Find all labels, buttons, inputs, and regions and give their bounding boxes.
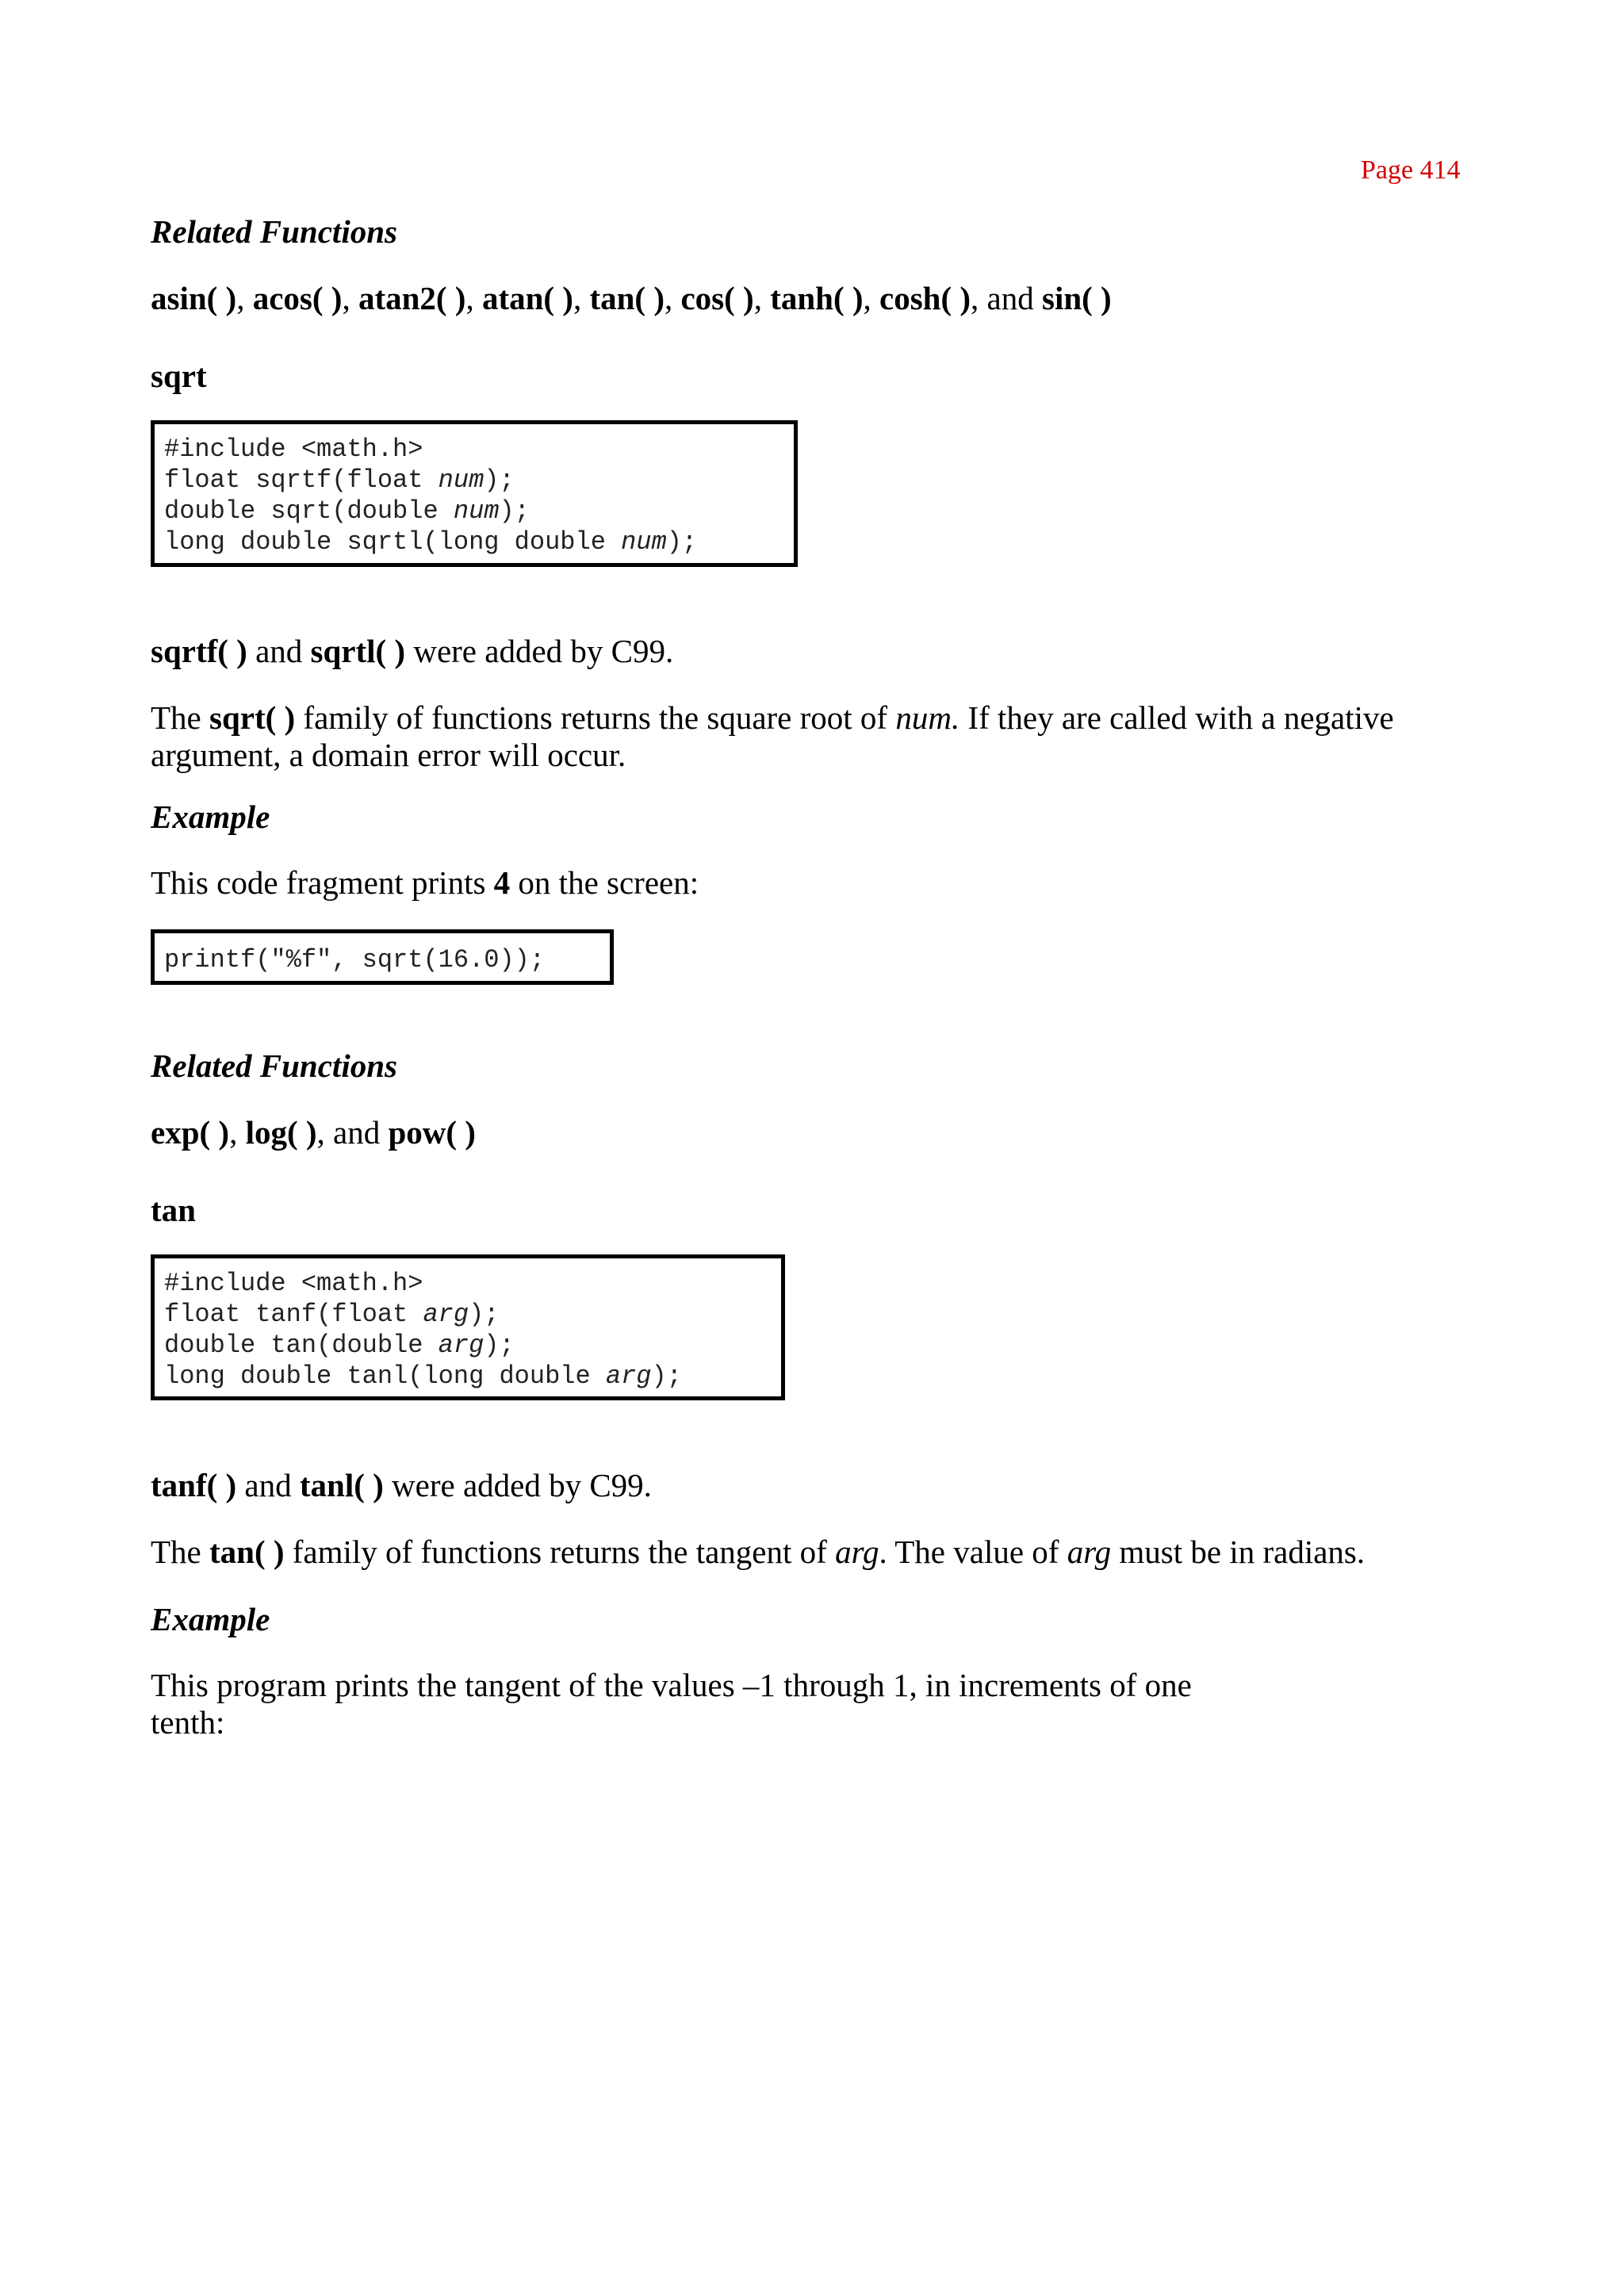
tan-added-note: tanf( ) and tanl( ) were added by C99. (151, 1467, 652, 1503)
separator: , (573, 280, 590, 316)
function-name: cos( ) (680, 280, 754, 316)
separator: , (863, 280, 880, 316)
tan-example-heading: Example (151, 1601, 270, 1637)
separator: , (229, 1114, 246, 1151)
code-line: double tan(double arg); (164, 1331, 515, 1360)
code-param: arg (605, 1361, 652, 1391)
code-param: num (621, 527, 667, 557)
related-functions-list (151, 279, 1112, 317)
code-line: long double tanl(long double arg); (164, 1361, 682, 1391)
function-name: asin( ) (151, 280, 237, 316)
sqrt-related-heading: Related Functions (151, 1047, 397, 1084)
code-line: double sqrt(double num); (164, 496, 530, 526)
function-name: tanh( ) (770, 280, 864, 316)
code-line: #include <math.h> (164, 435, 423, 464)
function-name: pow( ) (388, 1114, 476, 1151)
function-name: acos( ) (252, 280, 343, 316)
tanf-name: tanf( ) (151, 1467, 237, 1503)
separator: , (236, 280, 253, 316)
sqrt-related-list (151, 1113, 476, 1151)
sqrtf-name: sqrtf( ) (151, 633, 247, 669)
tan-example-text: This program prints the tangent of the values –1 through 1, in increments of one tenth: (151, 1667, 1192, 1741)
tanl-name: tanl( ) (299, 1467, 384, 1503)
function-name: exp( ) (151, 1114, 230, 1151)
related-functions-heading: Related Functions (151, 213, 397, 250)
function-name: atan( ) (481, 280, 573, 316)
function-name: tan( ) (589, 280, 665, 316)
code-line: float sqrtf(float num); (164, 465, 515, 495)
sqrtl-name: sqrtl( ) (310, 633, 406, 669)
sqrt-title: sqrt (151, 358, 207, 394)
function-name: atan2( ) (358, 280, 466, 316)
separator: , and (971, 280, 1042, 316)
code-line: #include <math.h> (164, 1269, 423, 1298)
separator: , (342, 280, 358, 316)
sqrt-description: The sqrt( ) family of functions returns the square root of num. If they are called with a negative argument, a domain error will occur. (151, 699, 1394, 773)
separator: , (465, 280, 482, 316)
code-param: num (438, 465, 485, 495)
page-number: Page 414 (1361, 155, 1461, 185)
code-line: float tanf(float arg); (164, 1300, 500, 1329)
tan-title: tan (151, 1192, 196, 1228)
function-name: cosh( ) (879, 280, 971, 316)
sqrt-example-text: This code fragment prints 4 on the screen: (151, 864, 699, 901)
sqrt-example-heading: Example (151, 798, 270, 835)
code-param: arg (423, 1300, 469, 1329)
tan-code-block (151, 1254, 785, 1400)
separator: , (664, 280, 681, 316)
separator: , and (316, 1114, 389, 1151)
function-name: sin( ) (1042, 280, 1112, 316)
separator: , (753, 280, 771, 316)
tan-description: The tan( ) family of functions returns the tangent of arg. The value of arg must be in radians. (151, 1534, 1365, 1570)
sqrt-code-block (151, 420, 798, 567)
function-name: log( ) (245, 1114, 317, 1151)
sqrt-example-code: printf("%f", sqrt(16.0)); (151, 929, 614, 985)
sqrt-added-note: sqrtf( ) and sqrtl( ) were added by C99. (151, 633, 674, 669)
code-line: long double sqrtl(long double num); (164, 527, 698, 557)
code-param: num (453, 496, 500, 526)
code-param: arg (438, 1331, 485, 1360)
